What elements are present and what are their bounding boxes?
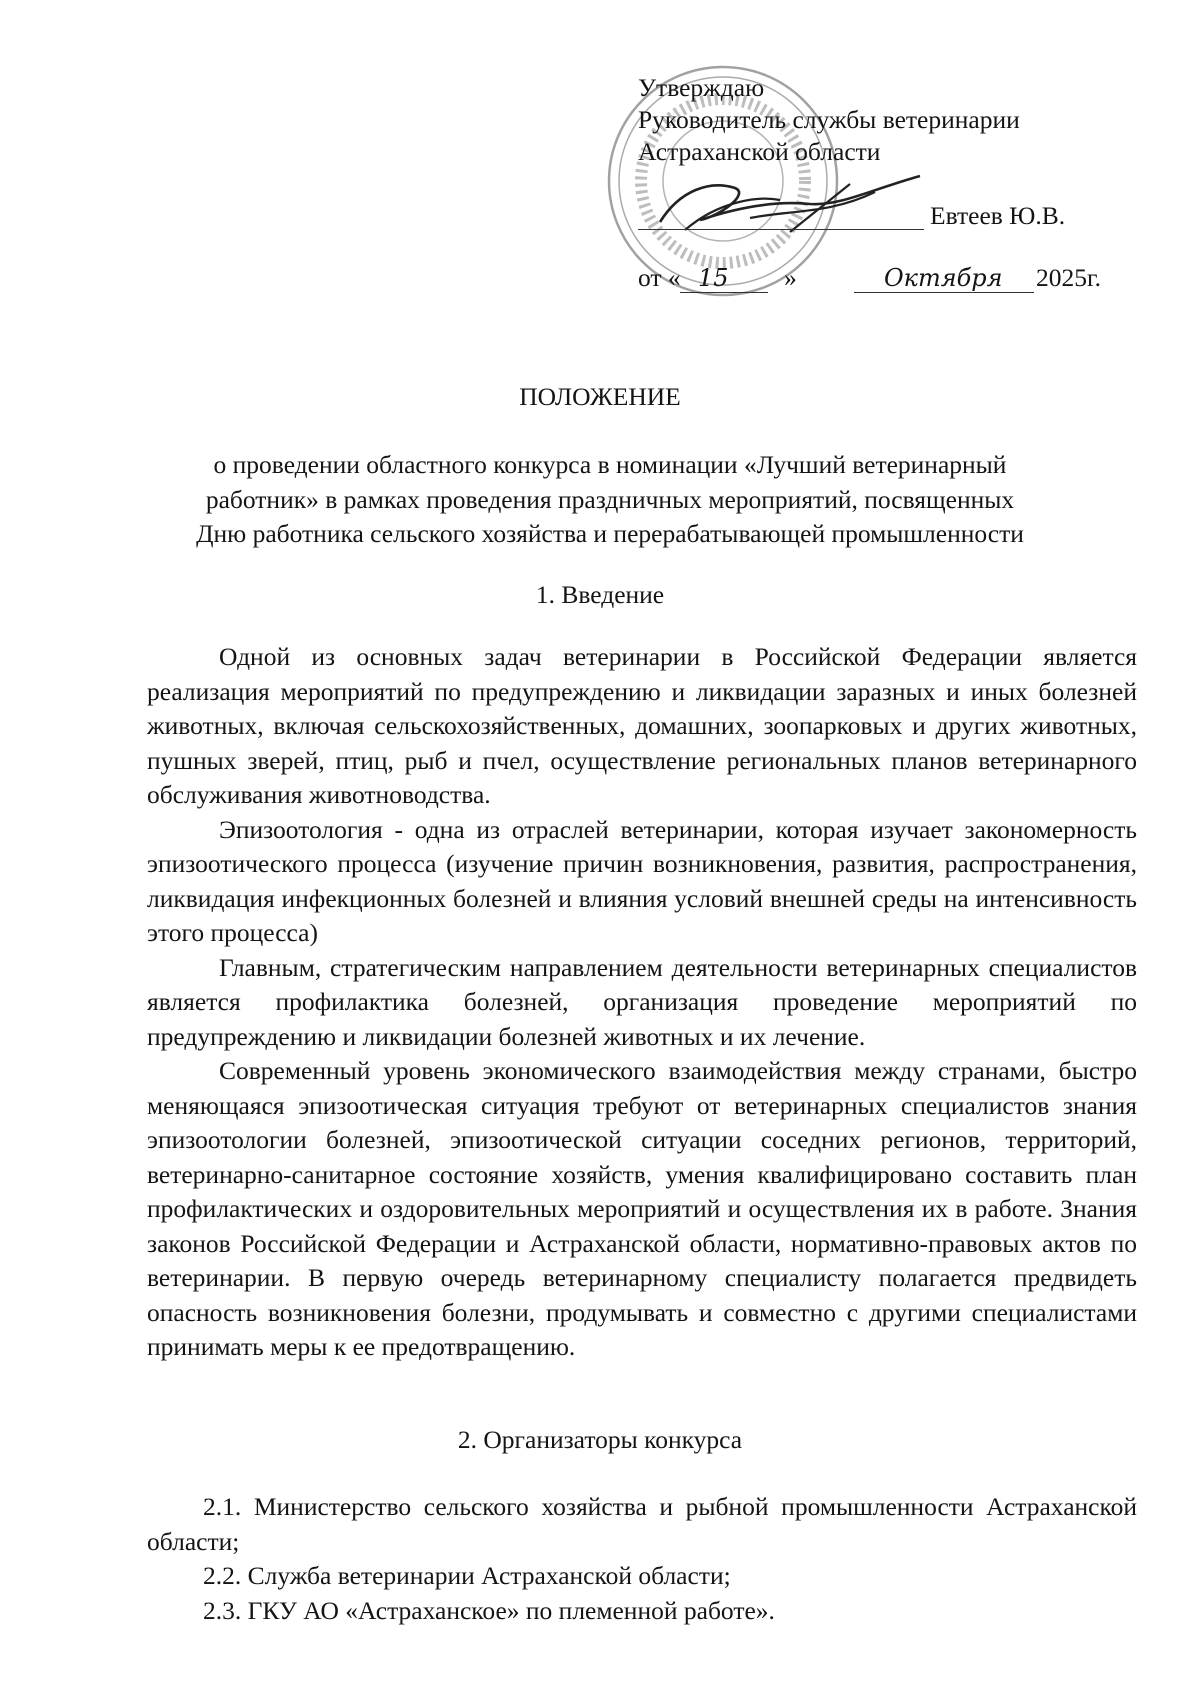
- list-item: 2.2. Служба ветеринарии Астраханской области;: [203, 1561, 731, 1590]
- approval-block: [638, 72, 1158, 292]
- approval-date: [638, 262, 1158, 294]
- subtitle-line: Дню работника сельского хозяйства и перерабатывающей промышленности: [196, 519, 1024, 548]
- approval-label: Утверждаю: [638, 73, 765, 102]
- list-item: 2.3. ГКУ АО «Астраханское» по племенной работе».: [203, 1595, 775, 1625]
- approver-position: Руководитель службы ветеринарии: [638, 105, 1020, 134]
- approver-region: Астраханской области: [638, 137, 881, 166]
- section-1-heading: 1. Введение: [535, 580, 665, 609]
- date-quote-close: »: [784, 263, 797, 292]
- document-title: ПОЛОЖЕНИЕ: [519, 382, 681, 411]
- subtitle-line: о проведении областного конкурса в номинации «Лучший ветеринарный: [213, 450, 1007, 479]
- section-2-heading: 2. Организаторы конкурса: [457, 1425, 743, 1454]
- document-subtitle: [150, 448, 1070, 552]
- paragraph: Эпизоотология - одна из отраслей ветеринарии, которая изучает закономерность эпизоотического процесса (изучение причин возникновения, развития, распространения, ликвидация инфекционных болезней и влияния условий внешней среды на интенсивность этого процесса): [147, 814, 1137, 947]
- paragraph: Современный уровень экономического взаимодействия между странами, быстро меняющаяся эпизоотическая ситуация требуют от ветеринарных специалистов знания эпизоотологии болезней, эпизоотической ситуации соседних регионов, территорий, ветеринарно-санитарное состояние хозяйств, умения квалифицировано составить план профилактических и оздоровительных мероприятий и осуществления их в работе. Знания законов Российской Федерации и Астраханской области, нормативно-правовых актов по ветеринарии. В первую очередь ветеринарному специалисту полагается предвидеть опасность возникновения болезни, продумывать и совместно с другими специалистами принимать меры к ее предотвращению.: [147, 1056, 1137, 1361]
- paragraph: Одной из основных задач ветеринарии в Российской Федерации является реализация мероприятий по предупреждению и ликвидации заразных и иных болезней животных, включая сельскохозяйственных, домашних, зоопарковых и других животных, пушных зверей, птиц, рыб и пчел, осуществление региональных планов ветеринарного обслуживания животноводства.: [147, 642, 1137, 809]
- signature-line: [638, 229, 924, 230]
- date-day: 15: [698, 264, 729, 292]
- approver-name: Евтеев Ю.В.: [930, 201, 1066, 230]
- section-1-body: [147, 640, 1137, 1365]
- section-2-list: [147, 1490, 1137, 1628]
- paragraph: Главным, стратегическим направлением деятельности ветеринарных специалистов является профилактика болезней, организация проведение мероприятий по предупреждению и ликвидации болезней животных и их лечение.: [147, 952, 1137, 1051]
- date-prefix: от «: [638, 263, 681, 292]
- list-item: 2.1. Министерство сельского хозяйства и рыбной промышленности Астраханской области;: [147, 1492, 1137, 1556]
- date-year: 2025г.: [1036, 263, 1101, 292]
- signature-icon: [640, 170, 930, 250]
- subtitle-line: работник» в рамках проведения праздничных мероприятий, посвященных: [205, 484, 1015, 514]
- date-month: Октября: [884, 264, 1003, 292]
